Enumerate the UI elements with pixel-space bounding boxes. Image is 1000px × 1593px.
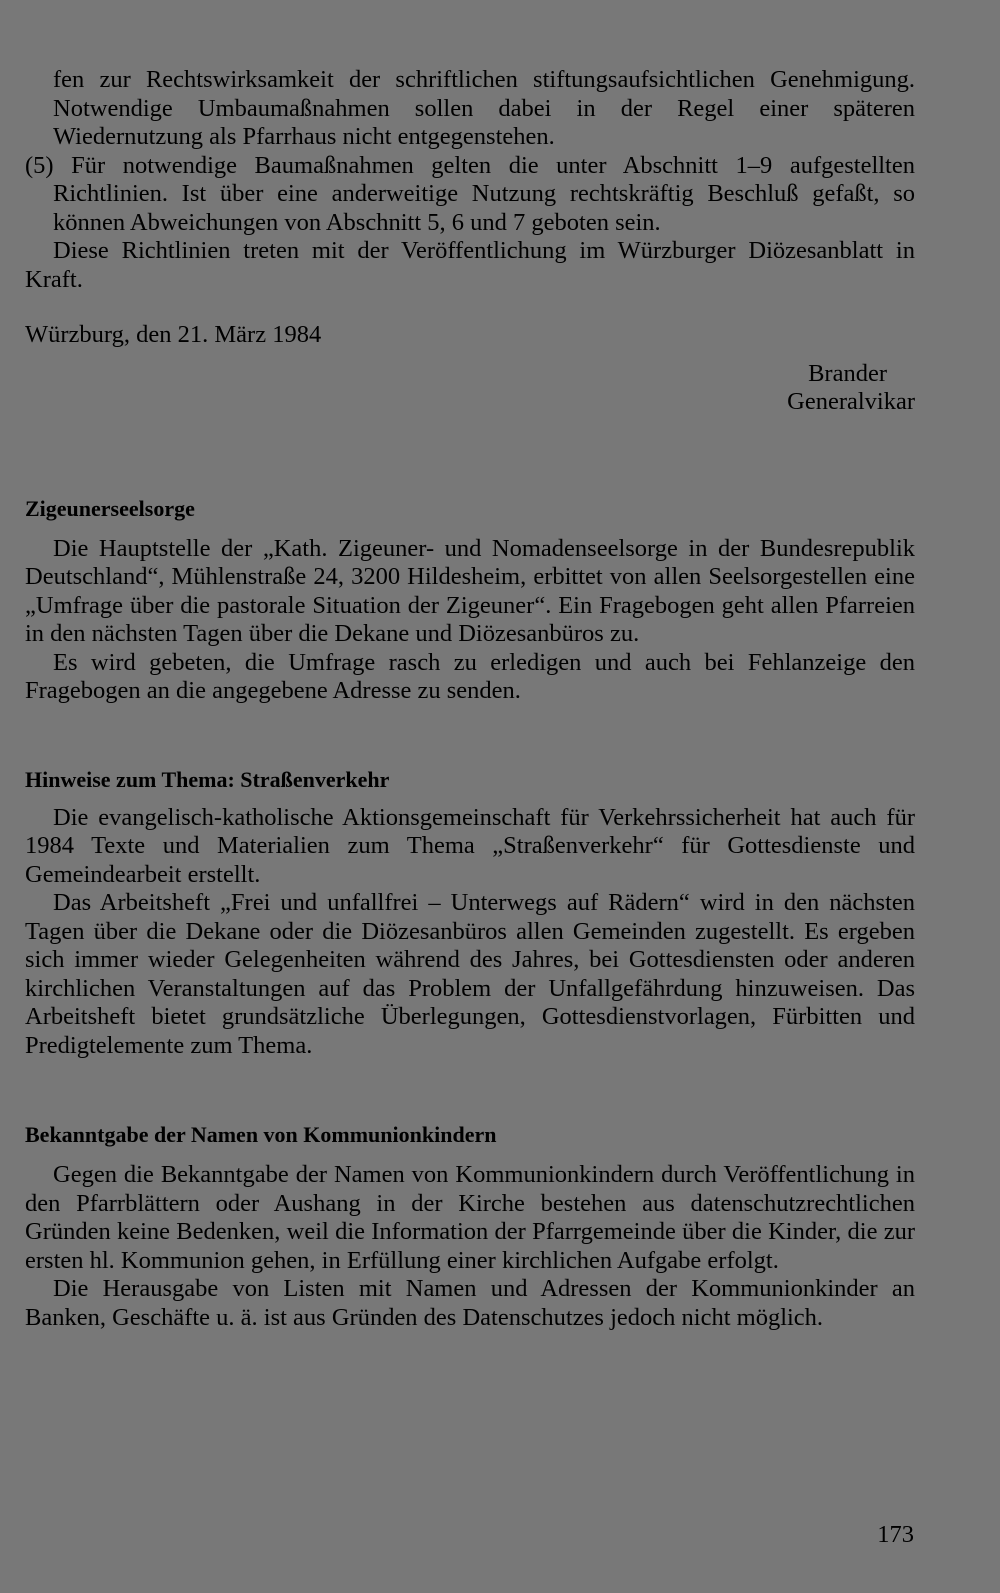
section-strassenverkehr [25,766,915,1061]
section-paragraph: Gegen die Bekanntgabe der Namen von Kommunionkindern durch Veröffentlichung in den Pfarrblättern oder Aushang in der Kirche bestehen aus datenschutzrechtlichen Gründen keine Bedenken, weil die Information der Pfarrgemeinde über die Kinder, die zur ersten hl. Kommunion gehen, in Erfüllung einer kirchlichen Aufgabe erfolgt. [25,1161,915,1274]
section-zigeunerseelsorge [25,495,915,706]
intro-paragraph-5: (5) Für notwendige Baumaßnahmen gelten die unter Abschnitt 1–9 aufgestellten Richtlinien. Ist über eine anderweitige Nutzung rechtskräftig Beschluß gefaßt, so können Abweichungen von Abschnitt 5, 6 und 7 geboten sein. [25,151,915,236]
section-heading: Bekanntgabe der Namen von Kommunionkindern [25,1122,497,1147]
intro-paragraph-inkraft: Diese Richtlinien treten mit der Veröffentlichung im Würzburger Diözesanblatt in Kraft. [25,237,915,293]
section-heading: Hinweise zum Thema: Straßenverkehr [25,766,390,792]
section-heading: Zigeunerseelsorge [25,495,195,521]
place-date: Würzburg, den 21. März 1984 [25,321,322,348]
signature-block [25,360,915,417]
section-kommunionkinder [25,1121,915,1332]
intro-paragraph-continued: fen zur Rechtswirksamkeit der schriftlichen stiftungsaufsichtlichen Genehmigung. Notwendige Umbaumaßnahmen sollen dabei in der Regel einer späteren Wiedernutzung als Pfarrhaus nicht entgegenstehen. [53,66,915,150]
section-paragraph: Das Arbeitsheft „Frei und unfallfrei – Unterwegs auf Rädern“ wird in den nächsten Tagen über die Dekane oder die Diözesanbüros allen Gemeinden zugestellt. Es ergeben sich immer wieder Gelegenheiten während des Jahres, bei Gottesdiensten oder anderen kirchlichen Veranstaltungen auf das Problem der Unfallgefährdung hinzuweisen. Das Arbeitsheft bietet grundsätzliche Überlegungen, Gottesdienstvorlagen, Fürbitten und Predigtelemente zum Thema. [25,889,915,1059]
document-page [25,66,915,1332]
section-paragraph: Die evangelisch-katholische Aktionsgemeinschaft für Verkehrssicherheit hat auch für 1984 Texte und Materialien zum Thema „Straßenverkehr“ für Gottesdienste und Gemeindearbeit erstellt. [25,803,915,888]
signature-name: Brander [808,359,887,387]
section-paragraph: Die Herausgabe von Listen mit Namen und Adressen der Kommunionkinder an Banken, Geschäfte u. ä. ist aus Gründen des Datenschutzes jedoch nicht möglich. [25,1275,915,1331]
page-number: 173 [877,1521,914,1548]
section-paragraph: Es wird gebeten, die Umfrage rasch zu erledigen und auch bei Fehlanzeige den Fragebogen an die angegebene Adresse zu senden. [25,648,915,704]
signature-title: Generalvikar [787,388,915,415]
section-paragraph: Die Hauptstelle der „Kath. Zigeuner- und Nomadenseelsorge in der Bundesrepublik Deutschland“, Mühlenstraße 24, 3200 Hildesheim, erbittet von allen Seelsorgestellen eine „Umfrage über die pastorale Situation der Zigeuner“. Ein Fragebogen geht allen Pfarreien in den nächsten Tagen über die Dekane und Diözesanbüros zu. [25,534,915,647]
